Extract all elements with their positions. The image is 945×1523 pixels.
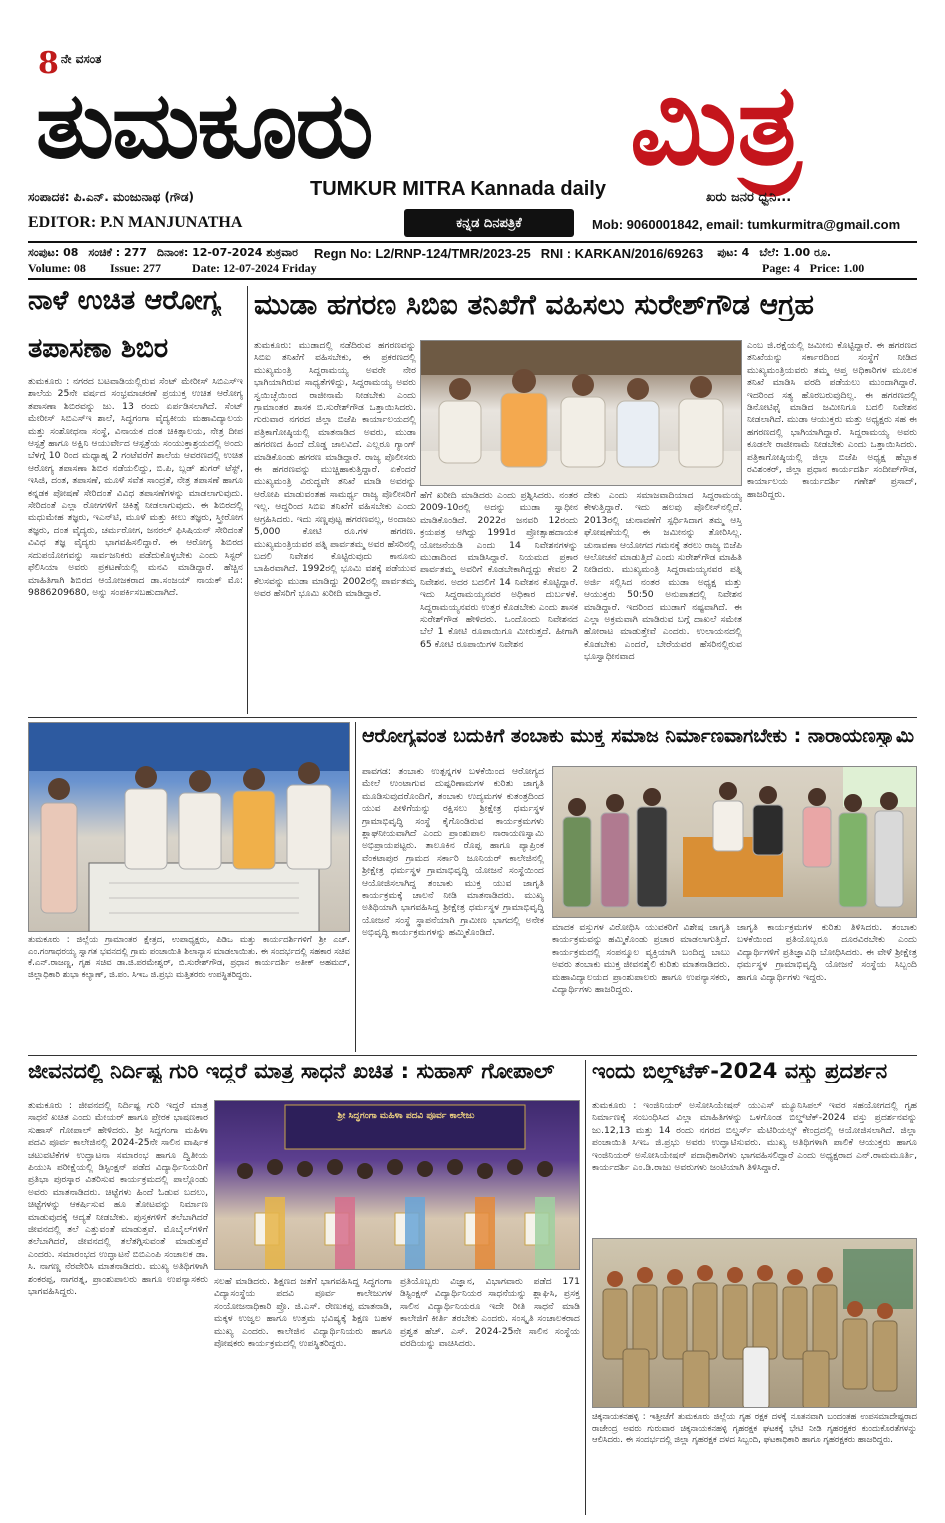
muda-body-col4: ಎಂಬ ಜಿ.ರಕ್ಷೆಯಲ್ಲಿ ಜಮೀನು ಕೊಟ್ಟಿದ್ದಾರೆ. ಈ ಹಗರಣದ ತನಿಖೆಯನ್ನು ಸರ್ಕಾರದಿಂದ ಸಂಸ್ಥೆಗೆ ನೀಡಿದ ಮುಖ್ಯಮಂತ್ರಿಯವರು ತಮ್ಮ ಆಪ್ತ ಅಧಿಕಾರಿಗಳ ಮೂಲಕ ತನಿಖೆ ಮಾಡಿಸಿ ವರದಿ ಪಡೆಯಲು ಮುಂದಾಗಿದ್ದಾರೆ. ಇದರಿಂದ ಸತ್ಯ ಹೊರಬರುವುದಿಲ್ಲ. ಈ ಹಗರಣದಲ್ಲಿ ಡಿನೋಟಿಫೈ ಮಾಡಿದ ಜಮೀನಿಗೂ ಬದಲಿ ನಿವೇಶನ ನೀಡಲಾಗಿದೆ. ಮುಡಾ ಆಯುಕ್ತರು ಮತ್ತು ಅಧ್ಯಕ್ಷರು ಸಹ ಈ ಹಗರಣದಲ್ಲಿ ಭಾಗಿಯಾಗಿದ್ದಾರೆ. ಸಿದ್ದರಾಮಯ್ಯ ಅವರು ಕೂಡಲೇ ರಾಜೀನಾಮೆ ನೀಡಬೇಕು ಎಂದು ಒತ್ತಾಯಿಸಿದರು. ಪತ್ರಿಕಾಗೋಷ್ಠಿಯಲ್ಲಿ ಜಿಲ್ಲಾ ಬಿಜೆಪಿ ಅಧ್ಯಕ್ಷ ಹೆಬ್ಬಾಕ ರವಿಶಂಕರ್, ಜಿಲ್ಲಾ ಪ್ರಧಾನ ಕಾರ್ಯದರ್ಶಿ ಸಂದೀಪ್‌ಗೌಡ, ಕಾರ್ಯಾಲಯ ಕಾರ್ಯದರ್ಶಿ ಗಣೇಶ್ ಪ್ರಸಾದ್, ಹಾಜರಿದ್ದರು. — [747, 340, 917, 500]
registration-number: Regn No: L2/RNP-124/TMR/2023-25 — [313, 246, 531, 261]
masthead-rule-bottom — [28, 278, 917, 280]
suhas-headline: ಜೀವನದಲ್ಲಿ ನಿರ್ದಿಷ್ಟ ಗುರಿ ಇದ್ದರೆ ಮಾತ್ರ ಸಾಧನೆ ಖಚಿತ : ಸುಹಾಸ್ ಗೋಪಾಲ್ — [28, 1060, 555, 1083]
tobacco-event-photo — [552, 766, 917, 918]
anniversary-number: 8 — [38, 46, 59, 81]
buildtech-headline: ಇಂದು ಬಿಲ್ಡ್‌ಟೆಕ್-2024 ವಸ್ತು ಪ್ರದರ್ಶನ — [592, 1060, 888, 1083]
muda-body-col2: ಹೆಗೆ ಖರೀದಿ ಮಾಡಿದರು ಎಂದು ಪ್ರಶ್ನಿಸಿದರು. ನಂತರ 2009-10ರಲ್ಲಿ ಅದನ್ನು ಮುಡಾ ಸ್ವಾಧೀನ ಮಾಡಿಕೊಂಡಿದೆ. 2022ರ ಜನವರಿ 12ರಂದು ಕ್ರಯಪತ್ರ ಆಗಿದ್ದು 1991ರ ಪ್ರೋತ್ಸಾಹದಾಯಕ ಯೋಜನೆಯಡಿ ಎಂದು 14 ನಿವೇಶನಗಳನ್ನು ಮುಡಾದಿಂದ ಮಾಡಿಸಿದ್ದಾರೆ. ನಿಯಮದ ಪ್ರಕಾರ ಪಾರ್ವತಮ್ಮ ಅವರಿಗೆ ಕೊಡಬೇಕಾಗಿದ್ದದ್ದು ಕೇವಲ 2 ನಿವೇಶನ. ಅದರ ಬದಲಿಗೆ 14 ನಿವೇಶನ ಕೊಟ್ಟಿದ್ದಾರೆ. ಇದು ಸಿದ್ದರಾಮಯ್ಯನವರ ಅಧಿಕಾರ ದುರ್ಬಳಕೆ. ಸಿದ್ದರಾಮಯ್ಯನವರು ಉತ್ತರ ಕೊಡಬೇಕು ಎಂದು ಶಾಸಕ ಸುರೇಶ್‌ಗೌಡ ಹೇಳಿದರು. ಒಂದೊಂದು ನಿವೇಶನದ ಬೆಲೆ 1 ಕೋಟಿ ರೂಪಾಯಿಗೂ ಮೀರುತ್ತದೆ. ಹೀಗಾಗಿ 65 ಕೋಟಿ ರೂಪಾಯಿಗಳ ನಿವೇಶನ — [420, 490, 578, 650]
health-camp-headline-1: ನಾಳೆ ಉಚಿತ ಆರೋಗ್ಯ — [28, 286, 222, 316]
suhas-photo-banner: ಶ್ರೀ ಸಿದ್ಧಗಂಗಾ ಮಹಿಳಾ ಪದವಿ ಪೂರ್ವ ಕಾಲೇಜು — [337, 1111, 475, 1121]
masthead — [0, 0, 945, 290]
rni-number: RNI : KARKAN/2016/69263 — [540, 246, 704, 261]
column-divider-3 — [585, 1060, 586, 1515]
suhas-body-col3: ಪ್ರತಿಯೊಬ್ಬರು ವಿಜ್ಞಾನ, ವಿಭಾಗವಾರು ಪಡೆದ 171 ಡಿಸ್ಟಿಂಕ್ಷನ್ ವಿದ್ಯಾರ್ಥಿನಿಯರ ಸಾಧನೆಯನ್ನು ಶ್ಲಾಘಿಸಿ, ಪ್ರಸಕ್ತ ಸಾಲಿನ ವಿದ್ಯಾರ್ಥಿನಿಯರೂ ಇದೇ ರೀತಿ ಸಾಧನೆ ಮಾಡಿ ಕಾಲೇಜಿಗೆ ಕೀರ್ತಿ ತರಬೇಕು ಎಂದರು. ಸಂಸ್ಕೃತಿ ಸಂಚಾಲಕರಾದ ಪ್ರಶ್ವತ ಹೆಚ್. ಎಸ್. 2024-25ನೇ ಸಾಲಿನ ಸಂಸ್ಥೆಯ ವರದಿಯನ್ನು ವಾಚಿಸಿದರು. — [400, 1276, 580, 1350]
price-en: Price: 1.00 — [809, 261, 865, 275]
muda-body-col1: ತುಮಕೂರು: ಮುಡಾದಲ್ಲಿ ನಡೆದಿರುವ ಹಗರಣವನ್ನು ಸಿಬಿಐ ತನಿಖೆಗೆ ವಹಿಸಬೇಕು, ಈ ಪ್ರಕರಣದಲ್ಲಿ ಮುಖ್ಯಮಂತ್ರಿ ಸಿದ್ದರಾಮಯ್ಯ ಅವರೇ ನೇರ ಭಾಗಿಯಾಗಿರುವ ಸಾಧ್ಯತೆಗಳಿದ್ದು, ಸಿದ್ದರಾಮಯ್ಯ ಅವರು ಸ್ವಯಿಚ್ಛೆಯಿಂದ ರಾಜೀನಾಮೆ ನೀಡಬೇಕು ಎಂದು ಗ್ರಾಮಾಂತರ ಶಾಸಕ ಬಿ.ಸುರೇಶ್‌ಗೌಡ ಒತ್ತಾಯಿಸಿದರು. ಗುರುವಾರ ನಗರದ ಜಿಲ್ಲಾ ಬಿಜೆಪಿ ಕಾರ್ಯಾಲಯದಲ್ಲಿ ಪತ್ರಿಕಾಗೋಷ್ಠಿಯಲ್ಲಿ ಮಾತನಾಡಿದ ಅವರು, ಮುಡಾ ಹಗರಣದ ಹಿಂದೆ ದೊಡ್ಡ ಜಾಲವಿದೆ. ಎಲ್ಲರೂ ಗ್ಯಾಂಗ್ ಮಾಡಿಕೊಂಡು ಹಗರಣ ಮಾಡಿದ್ದಾರೆ. ರಾಜ್ಯ ಪೊಲೀಸರು ಈ ಹಗರಣವನ್ನು ಮುಚ್ಚಿಹಾಕುತ್ತಿದ್ದಾರೆ. ಏಕೆಂದರೆ ಮುಖ್ಯಮಂತ್ರಿ ವಿರುದ್ಧವೇ ತನಿಖೆ ಮಾಡಿ ಅವರನ್ನು ಆರೋಪಿ ಮಾಡುವಂತಹ ಸಾಮರ್ಥ್ಯ ರಾಜ್ಯ ಪೊಲೀಸರಿಗೆ ಇಲ್ಲ. ಆದ್ದರಿಂದ ಸಿಬಿಐ ತನಿಖೆಗೆ ವಹಿಸಬೇಕು ಎಂದು ಆಗ್ರಹಿಸಿದರು. ಇದು ಸಣ್ಣಪುಟ್ಟ ಹಗರಣವಲ್ಲ, ಅಂದಾಜು 5,000 ಕೋಟಿ ರೂ.ಗಳ ಹಗರಣ. ಮುಖ್ಯಮಂತ್ರಿಯವರ ಪತ್ನಿ ಪಾರ್ವತಮ್ಮ ಅವರ ಹೆಸರಿನಲ್ಲಿ ಬದಲಿ ನಿವೇಶನ ಕೊಟ್ಟಿರುವುದು ಕಾನೂನು ಬಾಹಿರವಾಗಿದೆ. 1992ರಲ್ಲಿ ಭೂಮಿ ವಶಕ್ಕೆ ಪಡೆಯುವ ಕೆಲಸವನ್ನು ಮುಡಾ ಮಾಡಿದ್ದು 2002ರಲ್ಲಿ ಪಾರ್ವತಮ್ಮ ಅವರ ಹೆಸರಿಗೆ ಭೂಮಿ ಖರೀದಿ ಮಾಡಿದ್ದಾರೆ. — [254, 340, 416, 600]
tobacco-event-photo-illustration — [553, 767, 917, 918]
page-kn: ಪುಟ: 4 — [717, 246, 750, 259]
government-event-photo — [28, 722, 350, 932]
price-kn: ಬೆಲೆ: 1.00 ರೂ. — [759, 246, 832, 259]
muda-body-col3: ದೇಕು ಎಂದು ಸಮಾಜವಾದಿಯಾದ ಸಿದ್ದರಾಮಯ್ಯ ಕೇಳುತ್ತಿದ್ದಾರೆ. ಇದು ಹಲವು ಪೊಲೀಸ್‌ನಲ್ಲಿದೆ. 2013ರಲ್ಲಿ ಚುನಾವಣೆಗೆ ಸ್ಪರ್ಧಿಸಿದಾಗ ತಮ್ಮ ಆಸ್ತಿ ಘೋಷಣೆಯಲ್ಲಿ ಈ ಜಮೀನನ್ನು ತೋರಿಸಿಲ್ಲ. ಚುನಾವಣಾ ಆಯೋಗದ ಗಮನಕ್ಕೆ ತರಲು ರಾಜ್ಯ ಬಿಜೆಪಿ ಆಲೋಚನೆ ಮಾಡುತ್ತಿದೆ ಎಂದು ಸುರೇಶ್‌ಗೌಡ ಮಾಹಿತಿ ನೀಡಿದರು. ಮುಖ್ಯಮಂತ್ರಿ ಸಿದ್ದರಾಮಯ್ಯನವರ ಪತ್ನಿ ಅರ್ಜಿ ಸಲ್ಲಿಸಿದ ನಂತರ ಮುಡಾ ಅಧ್ಯಕ್ಷ ಮತ್ತು ಆಯುಕ್ತರು 50:50 ಅನುಪಾತದಲ್ಲಿ ನಿವೇಶನ ಮಾಡಿದ್ದಾರೆ. ಇದರಿಂದ ಮುಡಾಗೆ ನಷ್ಟವಾಗಿದೆ. ಈ ಎಲ್ಲಾ ಅಕ್ರಮವಾಗಿ ಮಾಡಿರುವ ಬಗ್ಗೆ ದಾಖಲೆ ಸಮೇತ ಹೋರಾಟ ಮಾಡುತ್ತೇವೆ ಎಂದರು. ಉಲಾಯನದಲ್ಲಿ ಕೊಡಬೇಕು ಎಂದರೆ, ಬೇರೆಯವರ ಹೆಸರಿನಲ್ಲಿರುವ ಭೂಸ್ವಾಧೀನವಾದ — [584, 490, 742, 663]
home-guards-photo-illustration — [593, 1239, 917, 1408]
newspaper-title-mitra: ಮಿತ್ರ — [630, 60, 802, 190]
volume-en: Volume: 08 — [28, 261, 86, 275]
meta-row-kannada — [28, 246, 917, 261]
issue-kn: ಸಂಚಿಕೆ : 277 — [88, 246, 147, 259]
suhas-body-col1: ತುಮಕೂರು : ಜೀವನದಲ್ಲಿ ನಿರ್ದಿಷ್ಟ ಗುರಿ ಇದ್ದರೆ ಮಾತ್ರ ಸಾಧನೆ ಖಚಿತ ಎಂದು ಮೇಯರ್ ಹಾಗೂ ಪ್ರೇರಕ ಭಾಷಣಕಾರ ಸುಹಾಸ್ ಗೋಪಾಲ್ ಹೇಳಿದರು. ಶ್ರೀ ಸಿದ್ದಗಂಗಾ ಮಹಿಳಾ ಪದವಿ ಪೂರ್ವ ಕಾಲೇಜಿನಲ್ಲಿ 2024-25ನೇ ಸಾಲಿನ ವಾರ್ಷಿಕ ಚಟುವಟಿಕೆಗಳ ಉದ್ಘಾಟನಾ ಸಮಾರಂಭ ಹಾಗೂ ದ್ವಿತೀಯ ಪಿಯುಸಿ ಪರೀಕ್ಷೆಯಲ್ಲಿ ಡಿಸ್ಟಿಂಕ್ಷನ್ ಪಡೆದ ವಿದ್ಯಾರ್ಥಿನಿಯರಿಗೆ ಪ್ರತಿಭಾ ಪುರಸ್ಕಾರ ವಿತರಿಸುವ ಕಾರ್ಯಕ್ರಮದಲ್ಲಿ ಪಾಲ್ಗೊಂಡು ಅವರು ಮಾತನಾಡಿದರು. ಚಿಟ್ಟೆಗಳು ಹಿಂದೆ ಓಡುವ ಬದಲು, ಚಿಟ್ಟೆಗಳನ್ನು ಆಕರ್ಷಿಸುವ ಹೂ ತೋಟವನ್ನು ನಿರ್ಮಾಣ ಮಾಡುವುದಕ್ಕೆ ಆದ್ಯತೆ ನೀಡಬೇಕು. ಪುಸ್ತಕಗಳಿಗೆ ತಲೆಬಾಗಿದರೆ ಜೀವನದಲ್ಲಿ ತಲೆ ಎತ್ತುವಂತೆ ಮಾಡುತ್ತವೆ. ಮೊಬೈಲ್‌ಗಳಿಗೆ ತಲೆಬಾಗಿದರೆ, ಜೀವನದಲ್ಲಿ ತಲೆತಗ್ಗಿಸುವಂತೆ ಮಾಡುತ್ತವೆ ಎಂದರು. ಸಮಾರಂಭದ ಉದ್ಘಾಟನೆ ಬಿಬಿಎಂಪಿ ಸಂಚಾಲಕ ಡಾ. ಸಿ. ನಾಗಣ್ಣ ನೆರವೇರಿಸಿ ಮಾತನಾಡಿದರು. ಮುಖ್ಯ ಅತಿಥಿಗಳಾಗಿ ಶಂಕರಪ್ಪ, ನಾಗರತ್ನ, ಪ್ರಾಂಶುಪಾಲರು ಹಾಗೂ ಉಪನ್ಯಾಸಕರು ಭಾಗವಹಿಸಿದ್ದರು. — [28, 1100, 208, 1298]
issue-en: Issue: 277 — [110, 261, 162, 275]
tobacco-headline: ಆರೋಗ್ಯವಂತ ಬದುಕಿಗೆ ತಂಬಾಕು ಮುಕ್ತ ಸಮಾಜ ನಿರ್ಮಾಣವಾಗಬೇಕು : ನಾರಾಯಣಸ್ವಾಮಿ — [362, 726, 915, 747]
volume-kn: ಸಂಪುಟ: 08 — [28, 246, 79, 259]
muda-headline: ಮುಡಾ ಹಗರಣ ಸಿಬಿಐ ತನಿಖೆಗೆ ವಹಿಸಲು ಸುರೇಶ್‌ಗೌಡ ಆಗ್ರಹ — [254, 290, 814, 321]
muda-press-photo — [420, 340, 742, 486]
suhas-body-col2: ಸಲಹೆ ಮಾಡಿದರು. ಶಿಕ್ಷಣದ ಜತೆಗೆ ಭಾಗವಹಿಸಿದ್ದ ಸಿದ್ಧಗಂಗಾ ವಿದ್ಯಾಸಂಸ್ಥೆಯ ಪದವಿ ಪೂರ್ವ ಕಾಲೇಜುಗಳ ಸಂಯೋಜನಾಧಿಕಾರಿ ಪ್ರೊ. ಜಿ.ಎಸ್. ರೇಣುಕಪ್ಪ ಮಾತನಾಡಿ, ಮಕ್ಕಳ ಉಜ್ವಲ ಹಾಗೂ ಉತ್ತಮ ಭವಿಷ್ಯಕ್ಕೆ ಶಿಕ್ಷಣ ಬಹಳ ಮುಖ್ಯ ಎಂದರು. ಕಾಲೇಜಿನ ವಿದ್ಯಾರ್ಥಿನಿಯರು ಹಾಗೂ ಪೋಷಕರು ಕಾರ್ಯಕ್ರಮದಲ್ಲಿ ಉಪಸ್ಥಿತರಿದ್ದರು. — [214, 1276, 392, 1350]
tobacco-body-col3: ಜಾಗೃತಿ ಕಾರ್ಯಕ್ರಮಗಳ ಕುರಿತು ತಿಳಿಸಿದರು. ತಂಬಾಕು ಬಳಕೆಯಿಂದ ಪ್ರತಿಯೊಬ್ಬರೂ ದೂರವಿರಬೇಕು ಎಂದು ವಿದ್ಯಾರ್ಥಿಗಳಿಗೆ ಪ್ರತಿಜ್ಞಾವಿಧಿ ಬೋಧಿಸಿದರು. ಈ ವೇಳೆ ಶ್ರೀಕ್ಷೇತ್ರ ಧರ್ಮಸ್ಥಳ ಗ್ರಾಮಾಭಿವೃದ್ಧಿ ಯೋಜನೆ ಸಂಸ್ಥೆಯ ಸಿಬ್ಬಂದಿ ಹಾಗೂ ವಿದ್ಯಾರ್ಥಿಗಳು ಇದ್ದರು. — [737, 922, 917, 983]
tagline: ಖರು ಜನರ ಧ್ವನಿ... — [706, 190, 792, 205]
column-divider — [247, 286, 248, 714]
contact-info: Mob: 9060001842, email: tumkurmitra@gmail.com — [592, 217, 901, 232]
newspaper-title-kannada: ತುಮಕೂರು — [36, 72, 372, 179]
tobacco-body-col1: ಪಾವಗಡ: ತಂಬಾಕು ಉತ್ಪನ್ನಗಳ ಬಳಕೆಯಿಂದ ಆರೋಗ್ಯದ ಮೇಲೆ ಉಂಟಾಗುವ ದುಷ್ಪರಿಣಾಮಗಳ ಕುರಿತು ಜಾಗೃತಿ ಮೂಡಿಸುವುದರೊಂದಿಗೆ, ತಂಬಾಕು ಉದ್ಯಮಗಳ ಕುತಂತ್ರದಿಂದ ಯುವ ಪೀಳಿಗೆಯನ್ನು ರಕ್ಷಿಸಲು ಶ್ರೀಕ್ಷೇತ್ರ ಧರ್ಮಸ್ಥಳ ಗ್ರಾಮಾಭಿವೃದ್ಧಿ ಸಂಸ್ಥೆ ಕೈಗೊಂಡಿರುವ ಕಾರ್ಯಕ್ರಮಗಳು ಶ್ಲಾಘನೀಯವಾಗಿದೆ ಎಂದು ಪ್ರಾಂಶುಪಾಲ ನಾರಾಯಣಸ್ವಾಮಿ ಅಭಿಪ್ರಾಯಪಟ್ಟರು. ತಾಲೂಕಿನ ರೊಪ್ಪ ಹಾಗೂ ಪ್ಯಾಪ್ರಿಂಕ ವೆಂಕಟಾಪುರ ಗ್ರಾಮದ ಸರ್ಕಾರಿ ಜೂನಿಯರ್ ಕಾಲೇಜಿನಲ್ಲಿ ಶ್ರೀಕ್ಷೇತ್ರ ಧರ್ಮಸ್ಥಳ ಗ್ರಾಮಾಭಿವೃದ್ಧಿ ಯೋಜನೆ ಸಂಸ್ಥೆಯಿಂದ ಆಯೋಜಿಸಲಾಗಿದ್ದ ತಂಬಾಕು ಮುಕ್ತ ಯುವ ಜಾಗೃತಿ ಕಾರ್ಯಕ್ರಮಕ್ಕೆ ಚಾಲನೆ ನೀಡಿ ಮಾತನಾಡಿದರು. ಮುಖ್ಯ ಅತಿಥಿಯಾಗಿ ಭಾಗವಹಿಸಿದ್ದ ಶ್ರೀಕ್ಷೇತ್ರ ಧರ್ಮಸ್ಥಳ ಗ್ರಾಮಾಭಿವೃದ್ಧಿ ಯೋಜನೆ ಸಂಸ್ಥೆ ಸ್ಥಾಪನೆಯಾಗಿ ಗ್ರಾಮೀಣ ಭಾಗದಲ್ಲಿ ಅನೇಕ ಅಭಿವೃದ್ಧಿ ಕಾರ್ಯಕ್ರಮಗಳನ್ನು ಹಮ್ಮಿಕೊಂಡಿದೆ. — [362, 766, 544, 939]
masthead-rule-top — [28, 241, 917, 243]
muda-press-photo-illustration — [421, 341, 742, 486]
health-camp-body: ತುಮಕೂರು : ನಗರದ ಬಟವಾಡಿಯಲ್ಲಿರುವ ಸೆಂಟ್ ಮೇರೀಸ್ ಸಿಬಿಎಸ್‌ಇ ಶಾಲೆಯ 25ನೇ ವರ್ಷದ ಸಂಭ್ರಮಾಚರಣೆ ಪ್ರಯುಕ್ತ ಉಚಿತ ಆರೋಗ್ಯ ತಪಾಸಣಾ ಶಿಬಿರವನ್ನು ಜು. 13 ರಂದು ಏರ್ಪಡಿಸಲಾಗಿದೆ. ಸೆಂಟ್ ಮೇರೀಸ್ ಸಿಬಿಎಸ್‌ಇ ಶಾಲೆ, ಸಿದ್ಧಗಂಗಾ ವೈದ್ಯಕೀಯ ಮಹಾವಿದ್ಯಾಲಯ ಮತ್ತು ಸಂಶೋಧನಾ ಸಂಸ್ಥೆ, ವಿನಾಯಕ ದಂತ ಚಿಕಿತ್ಸಾಲಯ, ನೇತ್ರ ದೀಪ ಆಸ್ಪತ್ರೆ ಹಾಗೂ ಅಕ್ಷಿನಿ ಆಯುರ್ವೇದ ಆಸ್ಪತ್ರೆಯ ಸಂಯುಕ್ತಾಶ್ರಯದಲ್ಲಿ ಅಂದು ಬೆಳಗ್ಗೆ 10 ರಿಂದ ಮಧ್ಯಾಹ್ನ 2 ಗಂಟೆವರೆಗೆ ಶಾಲೆಯ ಆವರಣದಲ್ಲಿ ಉಚಿತ ಆರೋಗ್ಯ ತಪಾಸಣಾ ಶಿಬಿರ ನಡೆಯಲಿದ್ದು, ಬಿ.ಪಿ, ಬ್ಲಡ್ ಶುಗರ್ ಟೆಸ್ಟ್, ಇಸಿಜಿ, ದಂತ, ತಪಾಸಣೆ, ಮೂಳೆ ಸವೆತ ಸಾಂದ್ರತೆ, ನೇತ್ರ ತಪಾಸಣೆ ಹಾಗೂ ಕನ್ನಡಕ ಪೋಷಣೆ ಸೇರಿದಂತೆ ವಿವಿಧ ತಪಾಸಣೆಗಳನ್ನು ಮಾಡಲಾಗುವುದು. ಸೇರಿದಂತೆ ಎಲ್ಲಾ ರೋಗಗಳಿಗೆ ಚಿಕಿತ್ಸೆ ನೀಡಲಾಗುವುದು. ಈ ಶಿಬಿರದಲ್ಲಿ ಮಧುಮೇಹ ತಜ್ಞರು, ಇಎನ್‌ಟಿ, ಮೂಳೆ ಮತ್ತು ಕೀಲು ತಜ್ಞರು, ಸ್ತ್ರೀರೋಗ ತಜ್ಞರು, ದಂತ ವೈದ್ಯರು, ಚರ್ಮರೋಗ, ಜನರಲ್ ಫಿಸಿಷಿಯನ್ ಸೇರಿದಂತೆ ವಿವಿಧ ತಜ್ಞ ವೈದ್ಯರು ಭಾಗವಹಿಸಲಿದ್ದಾರೆ. ಈ ಆರೋಗ್ಯ ಶಿಬಿರದ ಸದುಪಯೋಗವನ್ನು ಸಾರ್ವಜನಿಕರು ಪಡೆದುಕೊಳ್ಳಬೇಕು ಎಂದು ಸಿಸ್ಟರ್ ಫೆಲಿಸಿಯಾ ಅವರು ಪ್ರಕಟಣೆಯಲ್ಲಿ ಮನವಿ ಮಾಡಿದ್ದಾರೆ. ಹೆಚ್ಚಿನ ಮಾಹಿತಿಗಾಗಿ ಶಿಬಿರದ ಆಯೋಜಕರಾದ ಡಾ.ಸಂಜಯ್ ನಾಯಕ್ ಮೊ: 9886209680, ಅನ್ನು ಸಂಪರ್ಕಿಸಬಹುದಾಗಿದೆ. — [28, 376, 243, 598]
buildtech-body: ತುಮಕೂರು : ಇಂಜಿನಿಯರ್ ಅಸೋಸಿಯೇಷನ್ ಯುಎಸ್ ಮ್ಯೂನಿಸಿಪಲ್ ಇವರ ಸಹಯೋಗದಲ್ಲಿ ಗೃಹ ನಿರ್ಮಾಣಕ್ಕೆ ಸಂಬಂಧಿಸಿದ ವಿಲ್ಲಾ ಮಾಹಿತಿಗಳನ್ನು ಒಳಗೊಂಡ ಬಿಲ್ಡ್‌ಟೆಕ್-2024 ವಸ್ತು ಪ್ರದರ್ಶನವನ್ನು ಜು.12,13 ಮತ್ತು 14 ರಂದು ನಗರದ ಬಿಲ್ಡರ್ಸ್ ಮೆಟಿರಿಯಲ್ಸ್ ಕೇಂದ್ರದಲ್ಲಿ ಆಯೋಜಿಸಲಾಗಿದೆ. ಜಿಲ್ಲಾ ಪಂಚಾಯಿತಿ ಸಿಇಒ ಜಿ.ಪ್ರಭು ಅವರು ಉದ್ಘಾಟಿಸುವರು. ಮುಖ್ಯ ಅತಿಥಿಗಳಾಗಿ ಪಾಲಿಕೆ ಆಯುಕ್ತರು ಹಾಗೂ ಇಂಜಿನಿಯರ್ ಅಸೋಸಿಯೇಷನ್ ಪದಾಧಿಕಾರಿಗಳು ಭಾಗವಹಿಸಲಿದ್ದಾರೆ ಎಂದು ಅಧ್ಯಕ್ಷರಾದ ಎನ್.ರಾಮಮೂರ್ತಿ, ಕಾರ್ಯದರ್ಶಿ ಎಂ.ಡಿ.ರಾಜು ಅವರುಗಳು ಜಂಟಿಯಾಗಿ ತಿಳಿಸಿದ್ದಾರೆ. — [592, 1100, 917, 1174]
health-camp-headline-2: ತಪಾಸಣಾ ಶಿಬಿರ — [28, 334, 169, 364]
meta-row-english — [28, 261, 917, 276]
editor-english: EDITOR: P.N MANJUNATHA — [28, 214, 243, 231]
column-divider-2 — [355, 722, 356, 1052]
home-guards-caption: ಚಿಕ್ಕನಾಯಕನಹಳ್ಳಿ : ಇತ್ತೀಚೆಗೆ ತುಮಕೂರು ಜಿಲ್ಲೆಯ ಗೃಹ ರಕ್ಷಕ ದಳಕ್ಕೆ ನೂತನವಾಗಿ ಬಂದಂತಹ ಉಪಸಮಾದೇಷ್ಟರಾದ ರಾಜೇಂದ್ರ ಅವರು ಗುರುವಾರ ಚಿಕ್ಕನಾಯಕನಹಳ್ಳಿ ಗೃಹರಕ್ಷಕ ಘಟಕಕ್ಕೆ ಭೇಟಿ ನೀಡಿ ಗೃಹರಕ್ಷಕರ ಕುಂದುಕೊರತೆಗಳನ್ನು ಆಲಿಸಿದರು. ಈ ಸಂದರ್ಭದಲ್ಲಿ ಜಿಲ್ಲಾ ಗೃಹರಕ್ಷಕ ದಳದ ಸಿಬ್ಬಂದಿ, ಘಟಕಾಧಿಕಾರಿ ಹಾಗೂ ಗೃಹರಕ್ಷಕರು ಹಾಜರಿದ್ದರು. — [592, 1412, 917, 1445]
kannada-daily-badge: ಕನ್ನಡ ದಿನಪತ್ರಿಕೆ — [404, 209, 574, 237]
english-name: TUMKUR MITRA Kannada daily — [310, 178, 606, 200]
government-event-photo-illustration — [29, 723, 350, 932]
section-divider-1 — [28, 717, 917, 718]
suhas-event-photo — [214, 1100, 580, 1270]
suhas-event-photo-illustration — [215, 1101, 580, 1270]
anniversary-label: ನೇ ವಸಂತ — [60, 52, 102, 66]
editor-kannada: ಸಂಪಾದಕ: ಪಿ.ಎನ್. ಮಂಜುನಾಥ (ಗೌಡ) — [28, 190, 195, 204]
tobacco-body-col2: ಮಾದಕ ವಸ್ತುಗಳ ವಿರೋಧಿಸಿ ಯುವಕರಿಗೆ ವಿಶೇಷ ಜಾಗೃತಿ ಕಾರ್ಯಕ್ರಮವನ್ನು ಹಮ್ಮಿಕೊಂಡು ಪ್ರಚಾರ ಮಾಡಲಾಗುತ್ತಿದೆ. ಕಾರ್ಯಕ್ರಮದಲ್ಲಿ ಸಂಪನ್ಮೂಲ ವ್ಯಕ್ತಿಯಾಗಿ ಬಂದಿದ್ದ ಬಾಬು ಅವರು ತಂಬಾಕು ಮುಕ್ತ ಜೀವನಶೈಲಿ ಕುರಿತು ಮಾತನಾಡಿದರು. ಮಹಾವಿದ್ಯಾಲಯದ ಪ್ರಾಂಶುಪಾಲರು ಹಾಗೂ ಉಪನ್ಯಾಸಕರು, ವಿದ್ಯಾರ್ಥಿಗಳು ಹಾಜರಿದ್ದರು. — [552, 922, 730, 996]
date-en: Date: 12-07-2024 Friday — [192, 261, 317, 275]
home-guards-photo — [592, 1238, 917, 1408]
section-divider-2 — [28, 1055, 917, 1056]
date-kn: ದಿನಾಂಕ: 12-07-2024 ಶುಕ್ರವಾರ — [156, 246, 298, 259]
government-event-caption: ತುಮಕೂರು : ಜಿಲ್ಲೆಯ ಗ್ರಾಮಾಂತರ ಕ್ಷೇತ್ರದ, ಉಪಾಧ್ಯಕ್ಷರು, ಪಿಡಿಒ ಮತ್ತು ಕಾರ್ಯದರ್ಶಿಗಳಿಗೆ ಶ್ರೀ ಎಚ್. ಎಂ.ಗಂಗಾಧರಯ್ಯ ಸ್ವಾಗತ ಭವನದಲ್ಲಿ ಗ್ರಾಮ ಪಂಚಾಯಿತಿ ಶಿಲಾನ್ಯಾಸ ಮಾಡಲಾಯಿತು. ಈ ಸಂದರ್ಭದಲ್ಲಿ ಸಹಕಾರ ಸಚಿವ ಕೆ.ಎನ್.ರಾಜಣ್ಣ, ಗೃಹ ಸಚಿವ ಡಾ.ಜಿ.ಪರಮೇಶ್ವರ್, ಬಿ.ಸುರೇಶ್‌ಗೌಡ, ಪ್ರಧಾನ ಕಾರ್ಯದರ್ಶಿ ಅತೀಕ್ ಅಹಮದ್, ಜಿಲ್ಲಾಧಿಕಾರಿ ಶುಭಾ ಕಲ್ಯಾಣ್, ಜಿ.ಪಂ. ಸಿಇಒ ಜಿ.ಪ್ರಭು ಮತ್ತಿತರರು ಉಪಸ್ಥಿತರಿದ್ದರು. — [28, 935, 350, 980]
page-en: Page: 4 — [762, 261, 800, 275]
